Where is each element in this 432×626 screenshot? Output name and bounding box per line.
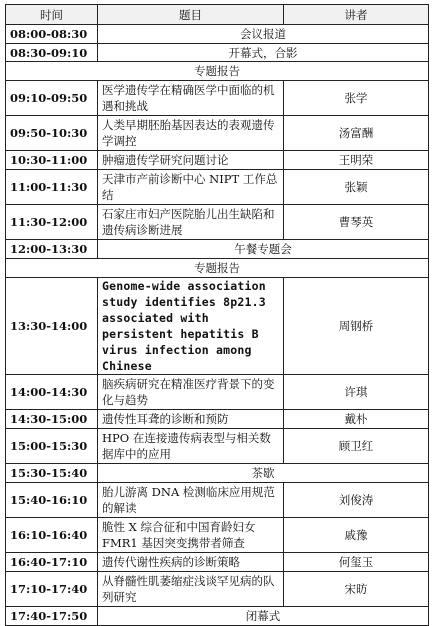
topic-cell: 从脊髓性肌萎缩症浅谈罕见病的队列研究 xyxy=(98,572,284,607)
talk-row xyxy=(6,81,429,116)
talk-row xyxy=(6,483,429,518)
speaker-cell: 汤富酬 xyxy=(284,116,429,151)
topic-cell: 人类早期胚胎基因表达的表观遗传学调控 xyxy=(98,116,284,151)
topic-cell: 医学遗传学在精确医学中面临的机遇和挑战 xyxy=(98,81,284,116)
section-title: 专题报告 xyxy=(6,259,429,278)
event-cell: 午餐专题会 xyxy=(98,240,429,259)
schedule-body xyxy=(6,25,429,626)
event-row xyxy=(6,607,429,626)
topic-cell: 胎儿游离 DNA 检测临床应用规范的解读 xyxy=(98,483,284,518)
event-row xyxy=(6,25,429,44)
speaker-cell: 戚豫 xyxy=(284,518,429,553)
speaker-cell: 王明荣 xyxy=(284,151,429,170)
speaker-cell: 张颖 xyxy=(284,170,429,205)
topic-cell: 遗传代谢性疾病的诊断策略 xyxy=(98,553,284,572)
time-cell: 15:40-16:10 xyxy=(6,483,98,518)
time-cell: 11:30-12:00 xyxy=(6,205,98,240)
talk-row xyxy=(6,410,429,429)
time-cell: 17:40-17:50 xyxy=(6,607,98,626)
speaker-cell: 曹琴英 xyxy=(284,205,429,240)
section-row xyxy=(6,62,429,81)
topic-cell: HPO 在连接遗传病表型与相关数据库中的应用 xyxy=(98,429,284,464)
time-cell: 17:10-17:40 xyxy=(6,572,98,607)
talk-row xyxy=(6,151,429,170)
talk-row xyxy=(6,116,429,151)
header-speaker: 讲者 xyxy=(284,5,429,25)
time-cell: 10:30-11:00 xyxy=(6,151,98,170)
section-row xyxy=(6,259,429,278)
speaker-cell: 何玺玉 xyxy=(284,553,429,572)
time-cell: 09:50-10:30 xyxy=(6,116,98,151)
talk-row xyxy=(6,572,429,607)
speaker-cell: 许琪 xyxy=(284,375,429,410)
topic-cell: 天津市产前诊断中心 NIPT 工作总结 xyxy=(98,170,284,205)
schedule-table xyxy=(5,4,429,626)
talk-row xyxy=(6,553,429,572)
speaker-cell: 张学 xyxy=(284,81,429,116)
time-cell: 16:10-16:40 xyxy=(6,518,98,553)
topic-cell: 石家庄市妇产医院胎儿出生缺陷和遗传病诊断进展 xyxy=(98,205,284,240)
topic-cell: 脆性 X 综合征和中国育龄妇女 FMR1 基因突变携带者筛查 xyxy=(98,518,284,553)
time-cell: 08:00-08:30 xyxy=(6,25,98,44)
speaker-cell: 顾卫红 xyxy=(284,429,429,464)
talk-row xyxy=(6,170,429,205)
time-cell: 11:00-11:30 xyxy=(6,170,98,205)
speaker-cell: 周钢桥 xyxy=(284,278,429,375)
talk-row xyxy=(6,205,429,240)
section-title: 专题报告 xyxy=(6,62,429,81)
event-cell: 闭幕式 xyxy=(98,607,429,626)
topic-cell: 肿瘤遗传学研究问题讨论 xyxy=(98,151,284,170)
topic-cell: Genome-wide association study identifies 8p21.3 associated with persistent hepatitis B virus infection among Chinese xyxy=(98,278,284,375)
event-row xyxy=(6,464,429,483)
time-cell: 15:30-15:40 xyxy=(6,464,98,483)
talk-row xyxy=(6,278,429,375)
header-time: 时间 xyxy=(6,5,98,25)
time-cell: 08:30-09:10 xyxy=(6,44,98,62)
speaker-cell: 刘俊涛 xyxy=(284,483,429,518)
time-cell: 09:10-09:50 xyxy=(6,81,98,116)
event-cell: 开幕式，合影 xyxy=(98,44,429,62)
time-cell: 14:30-15:00 xyxy=(6,410,98,429)
speaker-cell: 戴朴 xyxy=(284,410,429,429)
topic-cell: 遗传性耳聋的诊断和预防 xyxy=(98,410,284,429)
time-cell: 15:00-15:30 xyxy=(6,429,98,464)
time-cell: 14:00-14:30 xyxy=(6,375,98,410)
header-row xyxy=(6,5,429,25)
event-cell: 会议报道 xyxy=(98,25,429,44)
event-row xyxy=(6,240,429,259)
header-topic: 题目 xyxy=(98,5,284,25)
talk-row xyxy=(6,518,429,553)
time-cell: 13:30-14:00 xyxy=(6,278,98,375)
talk-row xyxy=(6,429,429,464)
speaker-cell: 宋昉 xyxy=(284,572,429,607)
talk-row xyxy=(6,375,429,410)
topic-cell: 脑疾病研究在精准医疗背景下的变化与趋势 xyxy=(98,375,284,410)
event-row xyxy=(6,44,429,62)
time-cell: 12:00-13:30 xyxy=(6,240,98,259)
event-cell: 茶歇 xyxy=(98,464,429,483)
time-cell: 16:40-17:10 xyxy=(6,553,98,572)
